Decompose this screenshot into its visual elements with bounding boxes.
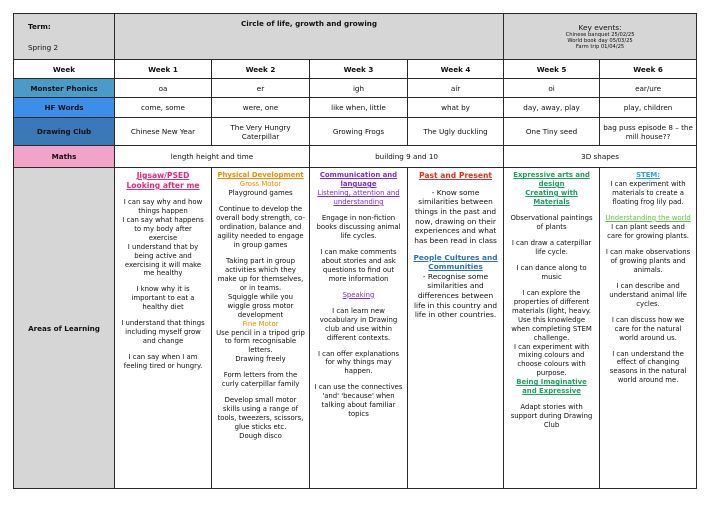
statement: I can use the connectives 'and' 'because' when talking about familiar topics	[314, 383, 403, 419]
statement: I can experiment with mixing colours and choose colours with purpose.	[513, 342, 590, 378]
hf-words-label: HF Words	[14, 98, 115, 118]
subheading: Creating with Materials	[525, 188, 578, 206]
topic-title: Circle of life, growth and growing	[115, 14, 504, 60]
week-3-header: Week 3	[310, 60, 408, 79]
statement: Playground games	[228, 188, 293, 197]
phonics-label: Monster Phonics	[14, 79, 115, 98]
key-events	[504, 14, 697, 60]
subheading: Speaking	[342, 290, 375, 299]
statement: I can say why and how things happen	[123, 197, 203, 215]
key-event-3: Farm trip 01/04/25	[575, 44, 625, 51]
drawing-club-cell: The Very Hungry Caterpillar	[212, 118, 310, 146]
statement: I can discuss how we care for the natural world around us.	[611, 315, 685, 342]
statement: I know why it is important to eat a healthy diet	[131, 285, 195, 312]
statement: I understand that things including myself grow and change	[121, 319, 205, 346]
statement: I can plant seeds and care for growing plants.	[607, 222, 689, 240]
subheading: Listening, attention and understanding	[317, 188, 400, 206]
statement: I understand that by being active and exercising it will make me healthy	[124, 242, 202, 278]
heading: People Cultures and Communities	[413, 252, 498, 272]
drawing-club-cell: Chinese New Year	[115, 118, 212, 146]
statement: Drawing freely	[235, 355, 286, 364]
week-5-header: Week 5	[504, 60, 600, 79]
statement: - Know some similarities between things in the past and now, drawing on their experiences and what has been read in class	[414, 187, 497, 245]
areas-week-2	[212, 168, 310, 489]
maths-cell: length height and time	[115, 146, 310, 168]
week-4-header: Week 4	[408, 60, 504, 79]
drawing-club-cell: One Tiny seed	[504, 118, 600, 146]
statement: I can dance along to music	[516, 263, 587, 281]
areas-week-6	[600, 168, 697, 489]
statement: I can make comments about stories and ask questions to find out more information	[320, 247, 397, 283]
term-cell	[14, 14, 115, 60]
week-1-header: Week 1	[115, 60, 212, 79]
statement: Develop small motor skills using a range of tools, tweezers, scissors, glue sticks etc.	[217, 396, 304, 432]
week-label: Week	[14, 60, 115, 79]
phonics-cell: ear/ure	[600, 79, 697, 98]
hf-words-cell: play, children	[600, 98, 697, 118]
statement: I can learn new vocabulary in Drawing club and use within different contexts.	[319, 306, 398, 342]
week-6-header: Week 6	[600, 60, 697, 79]
phonics-cell: oa	[115, 79, 212, 98]
heading: Expressive arts and design	[513, 171, 590, 188]
statement: Dough disco	[239, 432, 282, 441]
drawing-club-cell: The Ugly duckling	[408, 118, 504, 146]
statement: Observational paintings of plants	[510, 213, 593, 231]
areas-week-4	[408, 168, 504, 489]
drawing-club-label: Drawing Club	[14, 118, 115, 146]
statement: I can describe and understand animal life cycles.	[609, 281, 687, 308]
hf-words-cell: come, some	[115, 98, 212, 118]
statement: Taking part in group activities which they make up for themselves, or in teams.	[217, 256, 304, 292]
maths-label: Maths	[14, 146, 115, 168]
statement: Form letters from the curly caterpillar family	[221, 371, 300, 389]
hf-words-cell: were, one	[212, 98, 310, 118]
statement: I can understand the effect of changing seasons in the natural world around me.	[609, 349, 687, 385]
drawing-club-cell: bag puss episode 8 – the mill house??	[600, 118, 697, 146]
statement: Squiggle while you wiggle gross motor development	[227, 292, 294, 319]
heading: Physical Development	[217, 171, 304, 179]
drawing-club-cell: Growing Frogs	[310, 118, 408, 146]
term-label: Term:	[28, 21, 51, 31]
phonics-cell: air	[408, 79, 504, 98]
subheading: Gross Motor	[239, 179, 282, 188]
statement: Engage in non-fiction books discussing animal life cycles.	[316, 213, 401, 240]
statement: I can draw a caterpillar life cycle.	[511, 238, 592, 256]
statement: I can experiment with materials to create a floating frog lily pad.	[610, 179, 686, 206]
key-events-title: Key events:	[578, 22, 622, 32]
subheading: Fine Motor	[242, 319, 279, 328]
heading: STEM:	[636, 171, 661, 179]
areas-of-learning-label: Areas of Learning	[14, 168, 115, 489]
phonics-cell: oi	[504, 79, 600, 98]
planning-grid	[13, 13, 697, 489]
statement: I can say when I am feeling tired or hungry.	[123, 353, 203, 371]
areas-week-5	[504, 168, 600, 489]
term-value: Spring 2	[28, 42, 59, 52]
statement: - Recognise some similarities and differences between life in this country and life in other countries.	[414, 271, 498, 320]
week-2-header: Week 2	[212, 60, 310, 79]
hf-words-cell: day, away, play	[504, 98, 600, 118]
heading: Communication and language	[319, 171, 398, 188]
statement: I can explore the properties of different materials (light, heavy. Use this knowledge when completing STEM challenge.	[511, 288, 592, 342]
phonics-cell: er	[212, 79, 310, 98]
areas-week-3	[310, 168, 408, 489]
statement: I can say what happens to my body after exercise	[122, 215, 204, 242]
key-event-1: Chinese banquet 25/02/25	[565, 31, 635, 38]
heading: Past and Present	[418, 171, 493, 180]
subheading: Understanding the world	[605, 213, 691, 222]
statement: Continue to develop the overall body strength, co-ordination, balance and agility needed to engage in group games	[216, 204, 305, 249]
statement: Adapt stories with support during Drawing Club	[510, 403, 593, 430]
hf-words-cell: like when, little	[310, 98, 408, 118]
statement: I can make observations of growing plants and animals.	[605, 247, 691, 274]
maths-cell: 3D shapes	[504, 146, 697, 168]
areas-week-1	[115, 168, 212, 489]
heading: Jigsaw/PSED	[136, 171, 190, 180]
statement: I can offer explanations for why things may happen.	[317, 349, 400, 376]
key-event-2: World book day 05/03/25	[567, 38, 633, 44]
maths-cell: building 9 and 10	[310, 146, 504, 168]
statement: Use pencil in a tripod grip to form recognisable letters.	[216, 328, 305, 355]
hf-words-cell: what by	[408, 98, 504, 118]
subheading: Looking after me	[126, 180, 200, 190]
subheading: Being Imaginative and Expressive	[516, 378, 587, 396]
phonics-cell: igh	[310, 79, 408, 98]
